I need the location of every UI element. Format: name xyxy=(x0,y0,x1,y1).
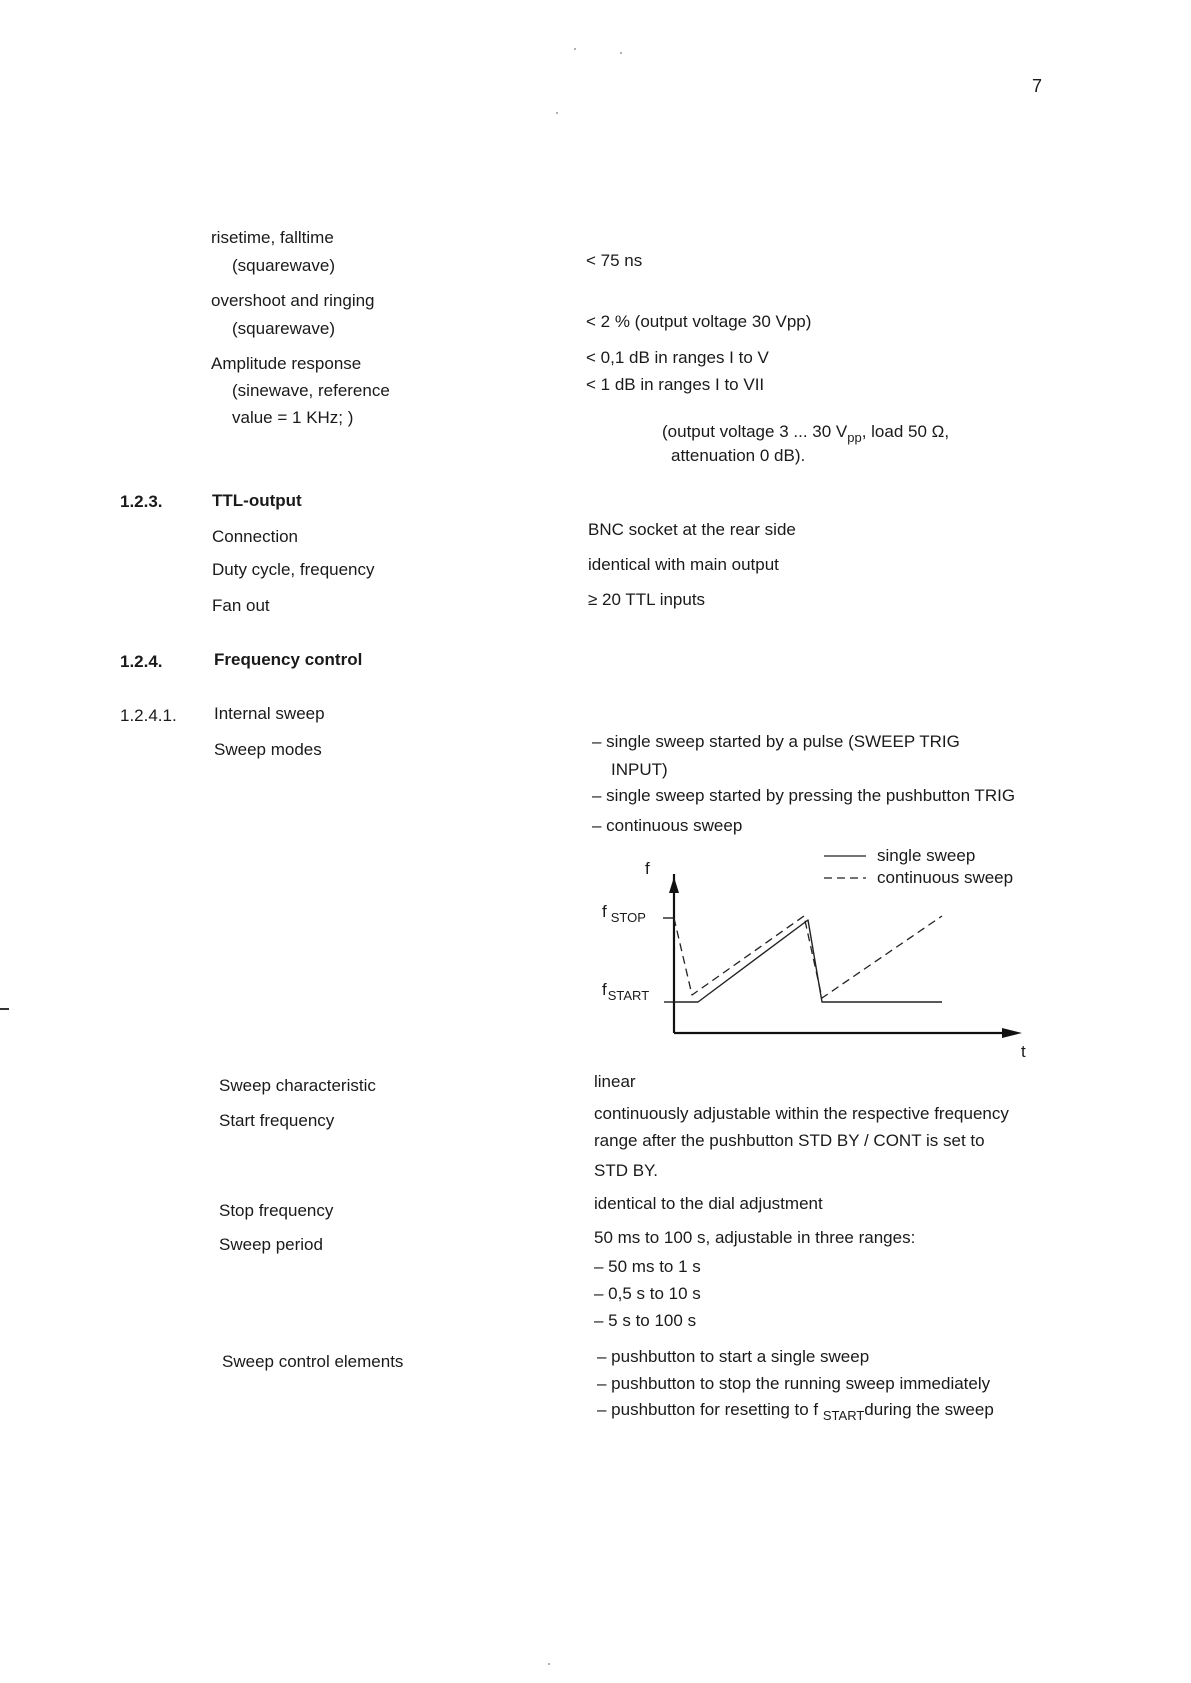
sweep-mode-item: – single sweep started by a pulse (SWEEP TRIG xyxy=(592,732,960,751)
sweep-control-item: – pushbutton to stop the running sweep immediately xyxy=(597,1374,991,1393)
duty-cycle-value: identical with main output xyxy=(588,555,779,574)
stop-frequency-value: identical to the dial adjustment xyxy=(594,1194,823,1213)
sweep-control-item: – pushbutton for resetting to f $_{START}$during the sweep xyxy=(597,1400,994,1423)
scan-speck xyxy=(556,112,558,114)
risetime-label-note: (squarewave) xyxy=(232,256,335,275)
section-heading-ttl: TTL-output xyxy=(212,491,302,510)
fan-out-value: ≥ 20 TTL inputs xyxy=(588,590,706,609)
sweep-control-item: – pushbutton to start a single sweep xyxy=(597,1347,870,1366)
sweep-characteristic-value: linear xyxy=(594,1072,636,1091)
sweep-period-label: Sweep period xyxy=(219,1235,323,1254)
start-frequency-label: Start frequency xyxy=(219,1111,335,1130)
section-number-internal-sweep: 1.2.4.1. xyxy=(120,706,177,725)
overshoot-value: < 2 % (output voltage 30 Vpp) xyxy=(586,312,812,331)
scan-artifact-mark xyxy=(0,1008,9,1010)
amplitude-label-note-2: value = 1 KHz; ) xyxy=(232,408,354,427)
sweep-period-range: – 50 ms to 1 s xyxy=(594,1257,701,1276)
overshoot-label: overshoot and ringing xyxy=(211,291,375,310)
y-axis-arrow xyxy=(669,877,679,893)
amplitude-note-1: (output voltage 3 ... 30 $V_{pp}$, load 50 Ω, xyxy=(662,422,950,445)
section-number-frequency-control: 1.2.4. xyxy=(120,652,163,671)
legend-single-sweep: single sweep xyxy=(877,846,976,865)
y-axis-label: f xyxy=(645,859,650,878)
sweep-mode-item: – continuous sweep xyxy=(592,816,743,835)
fan-out-label: Fan out xyxy=(212,596,270,615)
start-frequency-value-line: STD BY. xyxy=(594,1161,658,1180)
amplitude-label-note-1: (sinewave, reference xyxy=(232,381,390,400)
legend-continuous-sweep: continuous sweep xyxy=(877,868,1014,887)
amplitude-value-2: < 1 dB in ranges I to VII xyxy=(586,375,765,394)
overshoot-label-note: (squarewave) xyxy=(232,319,335,338)
risetime-label: risetime, falltime xyxy=(211,228,334,247)
connection-value: BNC socket at the rear side xyxy=(588,520,796,539)
sweep-period-range: – 0,5 s to 10 s xyxy=(594,1284,701,1303)
sweep-period-range: – 5 s to 100 s xyxy=(594,1311,697,1330)
fstop-label: f $_{STOP}$ xyxy=(602,902,646,925)
amplitude-label: Amplitude response xyxy=(211,354,362,373)
start-frequency-value-line: range after the pushbutton STD BY / CONT is set to xyxy=(594,1131,985,1150)
duty-cycle-label: Duty cycle, frequency xyxy=(212,560,375,579)
sweep-modes-label: Sweep modes xyxy=(214,740,322,759)
section-heading-frequency-control: Frequency control xyxy=(214,650,363,669)
risetime-value: < 75 ns xyxy=(586,251,643,270)
sweep-mode-item-continued: INPUT) xyxy=(611,760,668,779)
x-axis-label: t xyxy=(1021,1042,1026,1061)
scan-speck xyxy=(620,52,622,54)
section-number-ttl: 1.2.3. xyxy=(120,492,163,511)
section-heading-internal-sweep: Internal sweep xyxy=(214,704,325,723)
amplitude-note-2: attenuation 0 dB). xyxy=(671,446,806,465)
sweep-control-label: Sweep control elements xyxy=(222,1352,404,1371)
start-frequency-value-line: continuously adjustable within the respective frequency xyxy=(594,1104,1009,1123)
single-sweep-curve xyxy=(674,920,942,1002)
sweep-mode-item: – single sweep started by pressing the pushbutton TRIG xyxy=(592,786,1016,805)
page-number: 7 xyxy=(1032,76,1043,96)
sweep-diagram xyxy=(590,840,1040,1065)
stop-frequency-label: Stop frequency xyxy=(219,1201,334,1220)
fstart-label: $f_{START}$ xyxy=(602,980,650,1003)
amplitude-value-1: < 0,1 dB in ranges I to V xyxy=(586,348,769,367)
x-axis-arrow xyxy=(1002,1028,1022,1038)
scan-speck xyxy=(548,1663,550,1665)
scan-speck xyxy=(574,48,576,50)
sweep-characteristic-label: Sweep characteristic xyxy=(219,1076,376,1095)
continuous-sweep-curve xyxy=(674,916,942,998)
connection-label: Connection xyxy=(212,527,299,546)
sweep-period-value-line: 50 ms to 100 s, adjustable in three ranges: xyxy=(594,1228,916,1247)
